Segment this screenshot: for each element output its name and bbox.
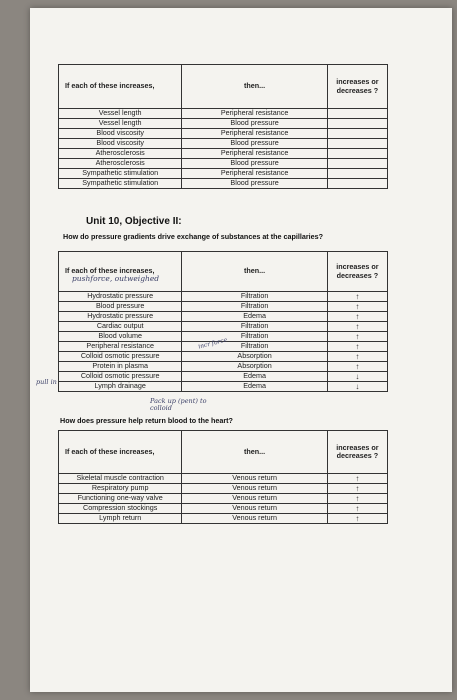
handwritten-note-top: pushforce, outweighed	[72, 274, 160, 283]
effect-cell: Peripheral resistance	[182, 129, 327, 139]
direction-cell: ↓	[327, 372, 387, 382]
direction-cell: ↑	[327, 352, 387, 362]
objective-title: Unit 10, Objective II:	[86, 216, 182, 227]
cause-cell: Colloid osmotic pressure	[59, 372, 182, 382]
cause-cell: Blood volume	[59, 332, 182, 342]
table-row	[59, 362, 388, 372]
table-header	[59, 65, 388, 109]
direction-cell	[327, 139, 387, 149]
table-row	[59, 312, 388, 322]
effect-cell: Peripheral resistance	[182, 169, 327, 179]
effect-cell: Venous return	[182, 474, 327, 484]
effect-cell: Venous return	[182, 494, 327, 504]
header-effect: then...	[182, 65, 327, 109]
header-effect: then...	[182, 431, 327, 474]
direction-cell	[327, 119, 387, 129]
cause-cell: Compression stockings	[59, 504, 182, 514]
table-row	[59, 109, 388, 119]
table-row	[59, 149, 388, 159]
direction-cell: ↑	[327, 332, 387, 342]
table-row	[59, 352, 388, 362]
effect-cell: Filtration	[182, 342, 327, 352]
table-row	[59, 159, 388, 169]
effect-cell: Filtration	[182, 302, 327, 312]
cause-cell: Hydrostatic pressure	[59, 292, 182, 302]
effect-cell: Blood pressure	[182, 139, 327, 149]
cause-cell: Cardiac output	[59, 322, 182, 332]
table-row	[59, 514, 388, 524]
direction-cell: ↓	[327, 382, 387, 392]
cause-cell: Lymph drainage	[59, 382, 182, 392]
table-bp-resistance	[58, 64, 388, 189]
table-row	[59, 322, 388, 332]
handwritten-note-bottom: Pack up (pent) to colloid	[150, 397, 207, 412]
direction-cell	[327, 149, 387, 159]
cause-cell: Sympathetic stimulation	[59, 179, 182, 189]
table-row	[59, 119, 388, 129]
effect-cell: Edema	[182, 382, 327, 392]
cause-cell: Protein in plasma	[59, 362, 182, 372]
direction-cell	[327, 129, 387, 139]
table-row	[59, 139, 388, 149]
cause-cell: Atherosclerosis	[59, 149, 182, 159]
cause-cell: Blood viscosity	[59, 129, 182, 139]
table-row	[59, 179, 388, 189]
effect-cell: Peripheral resistance	[182, 109, 327, 119]
effect-cell: Filtration	[182, 322, 327, 332]
table-row	[59, 129, 388, 139]
cause-cell: Colloid osmotic pressure	[59, 352, 182, 362]
cause-cell: Skeletal muscle contraction	[59, 474, 182, 484]
cause-cell: Sympathetic stimulation	[59, 169, 182, 179]
header-cause: If each of these increases,	[59, 252, 182, 292]
effect-cell: Venous return	[182, 504, 327, 514]
cause-cell: Functioning one-way valve	[59, 494, 182, 504]
table-header	[59, 252, 388, 292]
table-row	[59, 292, 388, 302]
table-venous-return	[58, 430, 388, 524]
table-row	[59, 302, 388, 312]
effect-cell: Edema	[182, 312, 327, 322]
effect-cell: Blood pressure	[182, 159, 327, 169]
direction-cell: ↑	[327, 484, 387, 494]
header-effect: then...	[182, 252, 327, 292]
direction-cell: ↑	[327, 302, 387, 312]
direction-cell: ↑	[327, 494, 387, 504]
direction-cell: ↑	[327, 312, 387, 322]
cause-cell: Respiratory pump	[59, 484, 182, 494]
effect-cell: Absorption	[182, 352, 327, 362]
table-row	[59, 474, 388, 484]
table-row	[59, 169, 388, 179]
effect-cell: Peripheral resistance	[182, 149, 327, 159]
cause-cell: Hydrostatic pressure	[59, 312, 182, 322]
direction-cell: ↑	[327, 504, 387, 514]
cause-cell: Lymph return	[59, 514, 182, 524]
effect-cell: Absorption	[182, 362, 327, 372]
cause-cell: Peripheral resistance	[59, 342, 182, 352]
cause-cell: Atherosclerosis	[59, 159, 182, 169]
effect-cell: Venous return	[182, 484, 327, 494]
table-row	[59, 494, 388, 504]
header-direction: increases or decreases ?	[327, 252, 387, 292]
header-direction: increases or decreases ?	[327, 431, 387, 474]
table-capillary-exchange	[58, 251, 388, 392]
header-cause: If each of these increases,	[59, 65, 182, 109]
direction-cell: ↑	[327, 362, 387, 372]
direction-cell	[327, 169, 387, 179]
direction-cell: ↑	[327, 322, 387, 332]
table-row	[59, 382, 388, 392]
direction-cell: ↑	[327, 474, 387, 484]
handwritten-note-mid: incr force	[197, 336, 228, 351]
direction-cell: ↑	[327, 292, 387, 302]
handwritten-note-left: pull in	[36, 378, 57, 386]
direction-cell	[327, 109, 387, 119]
cause-cell: Vessel length	[59, 119, 182, 129]
effect-cell: Filtration	[182, 292, 327, 302]
cause-cell: Blood viscosity	[59, 139, 182, 149]
effect-cell: Blood pressure	[182, 179, 327, 189]
table-row	[59, 372, 388, 382]
table-header	[59, 431, 388, 474]
table-row	[59, 484, 388, 494]
header-cause: If each of these increases,	[59, 431, 182, 474]
cause-cell: Blood pressure	[59, 302, 182, 312]
direction-cell: ↑	[327, 514, 387, 524]
effect-cell: Blood pressure	[182, 119, 327, 129]
table-row	[59, 504, 388, 514]
effect-cell: Venous return	[182, 514, 327, 524]
direction-cell	[327, 159, 387, 169]
header-direction: increases or decreases ?	[327, 65, 387, 109]
direction-cell: ↑	[327, 342, 387, 352]
effect-cell: Filtration	[182, 332, 327, 342]
direction-cell	[327, 179, 387, 189]
venous-question: How does pressure help return blood to the heart?	[60, 416, 233, 425]
cause-cell: Vessel length	[59, 109, 182, 119]
capillary-question: How do pressure gradients drive exchange of substances at the capillaries?	[63, 232, 324, 241]
effect-cell: Edema	[182, 372, 327, 382]
